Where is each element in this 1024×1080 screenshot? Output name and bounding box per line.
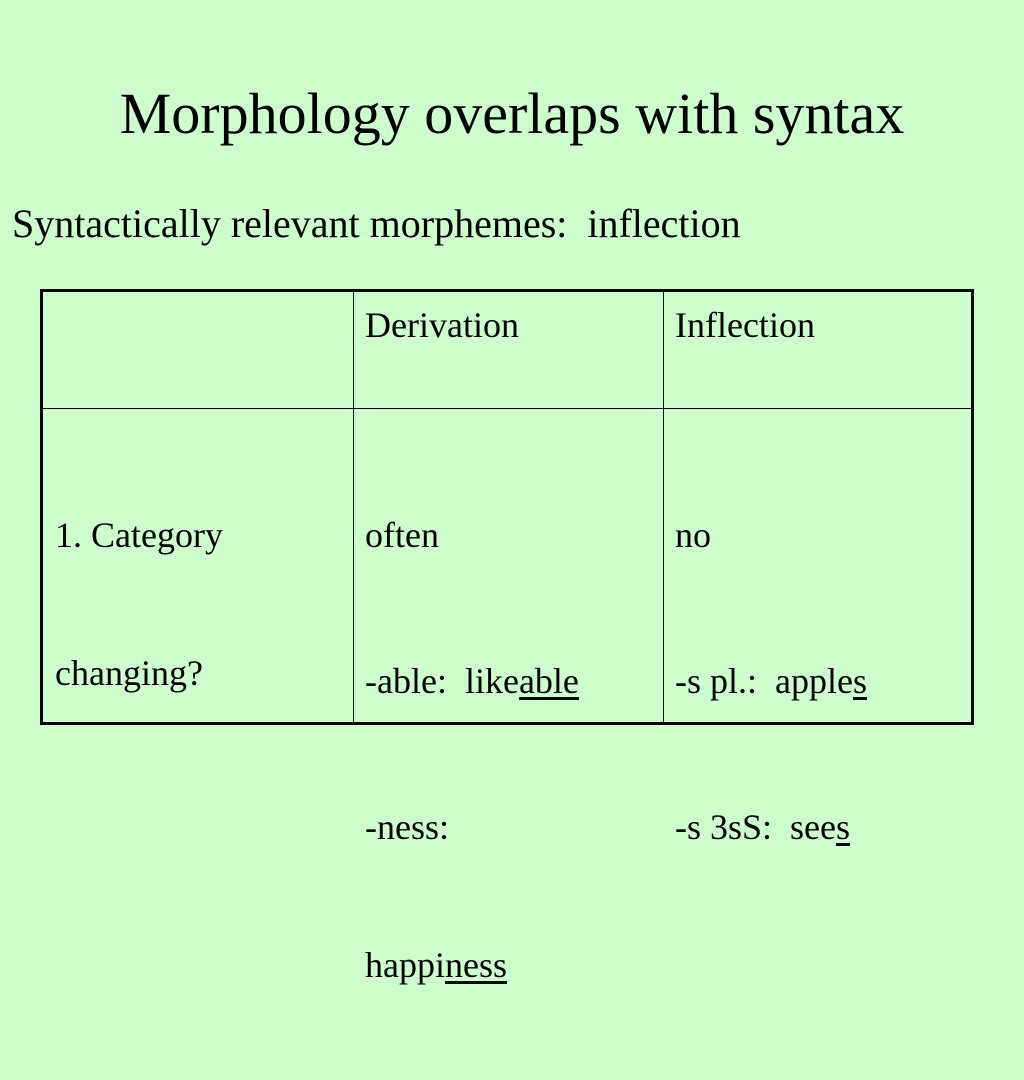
inflection-example-plural [675, 658, 867, 704]
inflection-answer: no [675, 515, 711, 555]
example-prefix: -s 3sS: see [675, 807, 836, 847]
header-derivation: Derivation [365, 305, 519, 345]
underlined-suffix: s [852, 661, 867, 701]
underlined-suffix: s [836, 807, 851, 847]
derivation-example-ness [365, 942, 579, 988]
row-label-line: changing? [55, 653, 203, 693]
example-stem: happi [365, 945, 445, 985]
derivation-example-ness-label: -ness: [365, 807, 449, 847]
example-prefix: -able: like [365, 661, 519, 701]
derivation-example-able [365, 658, 579, 704]
slide-title: Morphology overlaps with syntax [119, 81, 905, 146]
underlined-suffix: ness [444, 945, 507, 985]
comparison-table [40, 289, 974, 985]
slide-subtitle: Syntactically relevant morphemes: inflection [12, 201, 741, 246]
example-prefix: -s pl.: apple [675, 661, 853, 701]
row-label-category-changing [55, 420, 223, 788]
derivation-answer: often [365, 515, 439, 555]
row-label-line: 1. Category [55, 515, 223, 555]
inflection-example-3sS [675, 804, 867, 850]
row-divider [43, 408, 971, 409]
header-inflection: Inflection [675, 305, 815, 345]
column-divider [353, 292, 354, 722]
derivation-cell [365, 420, 579, 1080]
column-divider [663, 292, 664, 722]
inflection-cell [675, 420, 867, 942]
underlined-suffix: able [518, 661, 579, 701]
